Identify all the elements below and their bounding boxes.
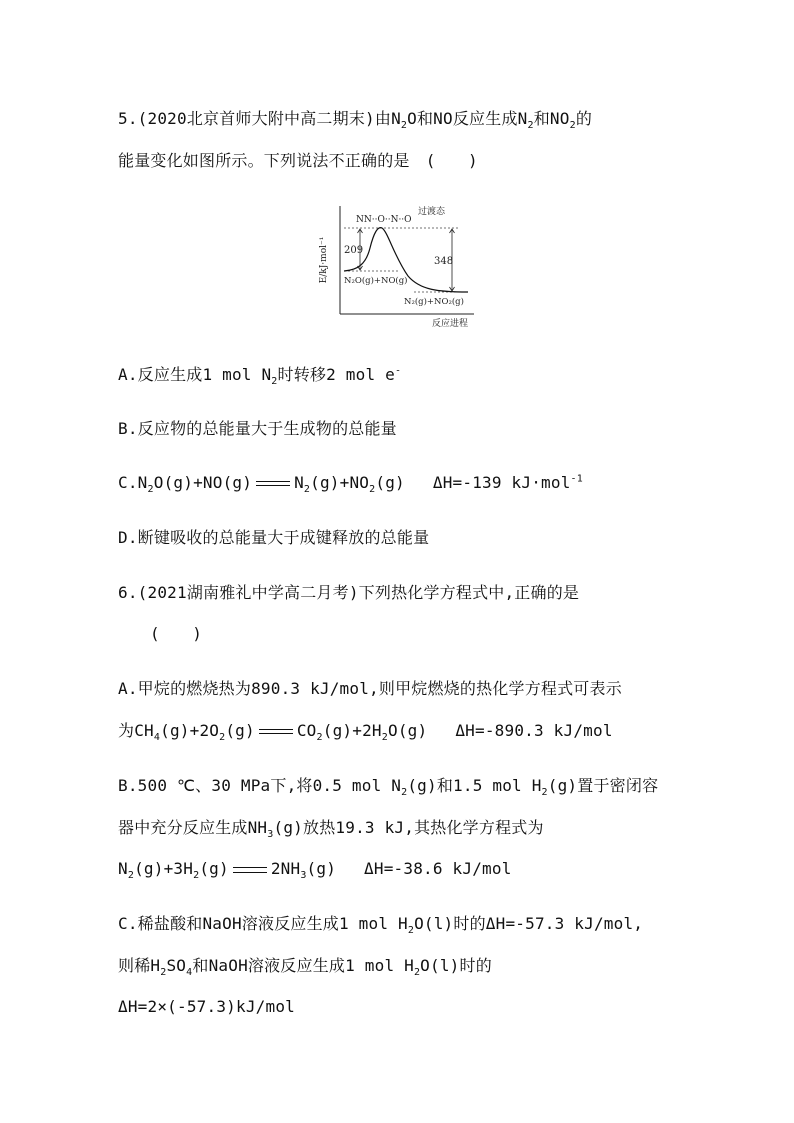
q6-option-b-line-2: 器中充分反应生成$NH_3(g)$放热19.3 kJ,其热化学方程式为: [118, 818, 544, 841]
reversible-arrow-icon: [233, 864, 267, 876]
q6-option-c-line-1: C.稀盐酸和NaOH溶液反应生成1 mol $H_2O(l)$时的ΔH=-57.3 kJ/mol,: [118, 914, 644, 937]
equals-sign: [259, 727, 293, 737]
ts-species: NN··O··N··O: [356, 215, 412, 225]
ts-label: 过渡态: [418, 207, 446, 217]
reactants-label: N₂O(g)+NO(g): [344, 276, 408, 286]
q6-option-a-line-1: A.甲烷的燃烧热为890.3 kJ/mol,则甲烷燃烧的热化学方程式可表示: [118, 679, 622, 698]
y-axis-label: E/kJ·mol⁻¹: [319, 236, 329, 284]
q6-stem-line-1: 6.(2021湖南雅礼中学高二月考)下列热化学方程式中,正确的是: [118, 583, 580, 602]
q5-option-a: A.反应生成1 mol $N_2$时转移2 mol e-: [118, 365, 402, 388]
products-label: N₂(g)+NO₂(g): [404, 297, 464, 307]
q6-option-a-line-2: 为$CH_4(g)+2O_2(g)$ $CO_2(g)+2H_2O(g)$ ΔH=-890.3 kJ/mol: [118, 721, 613, 744]
q6-stem-line-2: ( ): [150, 624, 203, 643]
energy-diagram: [318, 198, 478, 334]
q6-option-c-line-3: ΔH=2×(-57.3)kJ/mol: [118, 997, 295, 1016]
q6-option-b-line-1: B.500 ℃、30 MPa下,将0.5 mol $N_2(g)$和1.5 mol $H_2(g)$置于密闭容: [118, 776, 659, 799]
x-axis-label: 反应进程: [431, 319, 468, 329]
equals-sign: [256, 479, 290, 489]
reverse-value: 348: [434, 256, 454, 267]
q5-option-d: D.断键吸收的总能量大于成键释放的总能量: [118, 528, 430, 547]
q5-stem-line-1: 5.(2020北京首师大附中高二期末)由$N_2O$和NO反应生成$N_2$和$NO_2$的: [118, 109, 593, 132]
q5-stem-line-2: 能量变化如图所示。下列说法不正确的是 ( ): [118, 151, 478, 170]
q5-option-b: B.反应物的总能量大于生成物的总能量: [118, 419, 397, 438]
ea-value: 209: [344, 245, 364, 256]
q6-option-b-line-3: $N_2(g)+3H_2(g)$ $2NH_3(g)$ ΔH=-38.6 kJ/mol: [118, 859, 512, 882]
q6-option-c-line-2: 则稀$H_2SO_4$和NaOH溶液反应生成1 mol $H_2O(l)$时的: [118, 956, 492, 979]
q5-option-c: $C.N_2O(g)+NO(g)$ $N_2(g)+NO_2(g)$ ΔH=-139 kJ·mol$^{-1}$: [118, 473, 583, 496]
